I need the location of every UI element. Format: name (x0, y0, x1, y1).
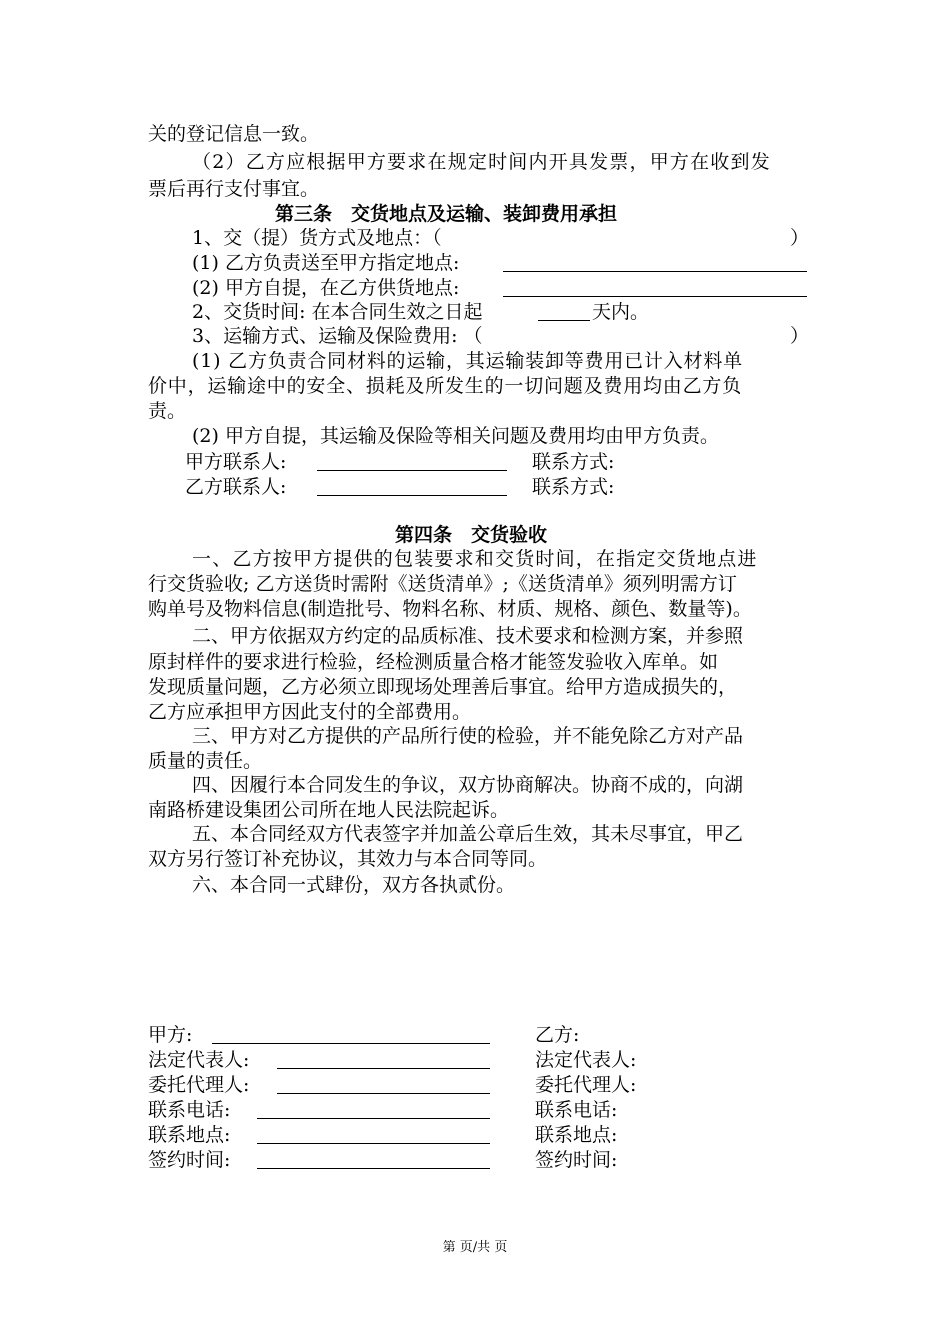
blank-party-a-contact[interactable] (317, 452, 507, 471)
text-line: 联系方式: (532, 476, 615, 498)
text-line: 四、因履行本合同发生的争议，双方协商解决。协商不成的，向湖 (192, 774, 744, 796)
blank-party-a-agent[interactable] (277, 1075, 490, 1094)
text-line: 购单号及物料信息(制造批号、物料名称、材质、规格、颜色、数量等)。 (148, 598, 752, 620)
blank-party-a-legal-rep[interactable] (277, 1050, 490, 1069)
text-line: 五、本合同经双方代表签字并加盖公章后生效，其未尽事宜，甲乙 (192, 823, 744, 845)
text-line: （2）乙方应根据甲方要求在规定时间内开具发票，甲方在收到发 (192, 151, 771, 173)
text-line: ） (790, 325, 810, 347)
text-line: ） (790, 227, 810, 249)
text-line: 票后再行支付事宜。 (148, 178, 320, 200)
party-a-address-label: 联系地点: (148, 1124, 231, 1146)
text-line: 2、交货时间: 在本合同生效之日起 (192, 301, 483, 323)
text-line: 联系方式: (532, 451, 615, 473)
text-line: 1、交（提）货方式及地点：（ (192, 227, 442, 249)
text-line: (1) 乙方负责送至甲方指定地点: (192, 252, 460, 274)
text-line: 行交货验收; 乙方送货时需附《送货清单》;《送货清单》须列明需方订 (148, 573, 737, 595)
party-a-agent-label: 委托代理人: (148, 1074, 250, 1096)
text-line: 二、甲方依据双方约定的品质标准、技术要求和检测方案，并参照 (192, 625, 744, 647)
article-3-title: 第三条 交货地点及运输、装卸费用承担 (275, 203, 618, 225)
blank-party-a-phone[interactable] (257, 1100, 490, 1119)
text-line: 双方另行签订补充协议，其效力与本合同等同。 (148, 848, 548, 870)
text-line: (1) 乙方负责合同材料的运输，其运输装卸等费用已计入材料单 (192, 350, 743, 372)
blank-party-a-address[interactable] (257, 1125, 490, 1144)
article-4-title: 第四条 交货验收 (395, 524, 548, 546)
text-line: (2) 甲方自提，其运输及保险等相关问题及费用均由甲方负责。 (192, 425, 719, 447)
party-b-date-label: 签约时间: (535, 1149, 618, 1171)
blank-party-b-contact[interactable] (317, 477, 507, 496)
text-line: 3、运输方式、运输及保险费用: （ (192, 325, 483, 347)
text-line: 天内。 (592, 301, 650, 323)
text-line: 质量的责任。 (148, 750, 263, 772)
page-footer: 第 页/共 页 (442, 1240, 508, 1255)
text-line: 发现质量问题，乙方必须立即现场处理善后事宜。给甲方造成损失的， (148, 676, 738, 698)
party-a-legal-rep-label: 法定代表人: (148, 1049, 250, 1071)
text-line: (2) 甲方自提，在乙方供货地点: (192, 277, 460, 299)
text-line: 南路桥建设集团公司所在地人民法院起诉。 (148, 799, 510, 821)
blank-party-a-date[interactable] (257, 1150, 490, 1169)
blank-delivery-location[interactable] (503, 253, 807, 272)
text-line: 责。 (148, 400, 187, 422)
text-line: 一、乙方按甲方提供的包装要求和交货时间，在指定交货地点进 (192, 548, 758, 570)
text-line: 甲方联系人: (185, 451, 287, 473)
blank-delivery-days[interactable] (538, 302, 590, 321)
text-line: 原封样件的要求进行检验，经检测质量合格才能签发验收入库单。如 (148, 651, 719, 673)
party-b-label: 乙方: (535, 1024, 580, 1046)
text-line: 三、甲方对乙方提供的产品所行使的检验，并不能免除乙方对产品 (192, 725, 744, 747)
party-b-legal-rep-label: 法定代表人: (535, 1049, 637, 1071)
party-b-address-label: 联系地点: (535, 1124, 618, 1146)
text-line: 六、本合同一式肆份，双方各执贰份。 (192, 874, 516, 896)
text-line: 价中，运输途中的安全、损耗及所发生的一切问题及费用均由乙方负 (148, 375, 743, 397)
text-line: 关的登记信息一致。 (148, 123, 320, 145)
text-line: 乙方联系人: (185, 476, 287, 498)
blank-party-a-name[interactable] (212, 1025, 490, 1044)
party-a-label: 甲方: (148, 1024, 193, 1046)
blank-supply-location[interactable] (503, 278, 807, 297)
party-b-agent-label: 委托代理人: (535, 1074, 637, 1096)
party-a-phone-label: 联系电话: (148, 1099, 231, 1121)
party-b-phone-label: 联系电话: (535, 1099, 618, 1121)
text-line: 乙方应承担甲方因此支付的全部费用。 (148, 701, 472, 723)
party-a-date-label: 签约时间: (148, 1149, 231, 1171)
